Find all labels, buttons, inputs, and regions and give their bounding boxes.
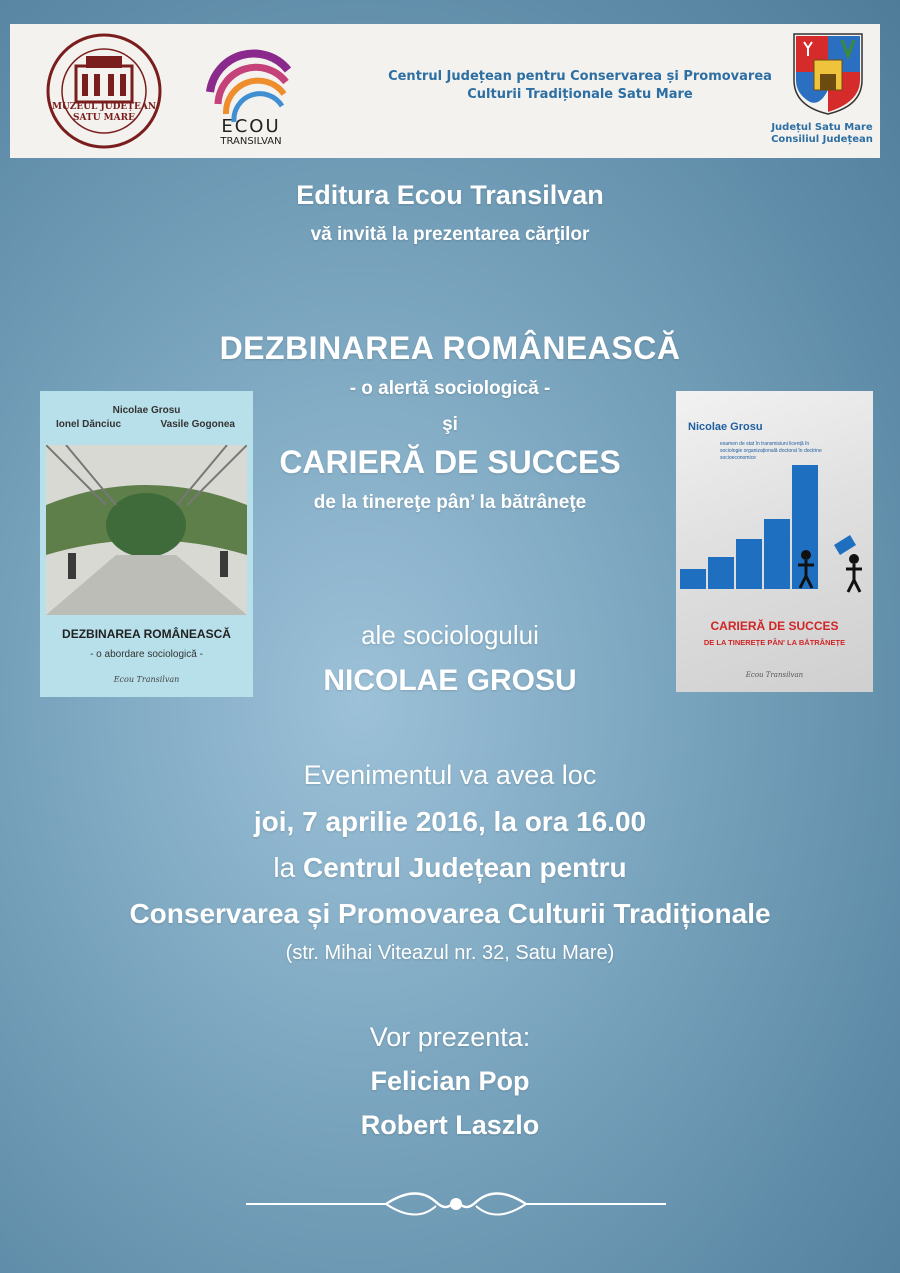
presenter-2: Robert Laszlo bbox=[360, 1110, 540, 1140]
cover1-publisher: Ecou Transilvan bbox=[113, 675, 180, 684]
sociologist-label: ale sociologului bbox=[361, 620, 539, 650]
cover2-title: CARIERĂ DE SUCCES bbox=[710, 619, 839, 633]
museum-logo-line2: SATU MARE bbox=[73, 113, 135, 123]
cover2-staircase-illustration bbox=[676, 461, 873, 611]
event-date: joi, 7 aprilie 2016, la ora 16.00 bbox=[253, 806, 647, 837]
institution-title-line1: Centrul Județean pentru Conservarea și Promovarea bbox=[388, 69, 772, 84]
header-banner bbox=[10, 24, 880, 158]
museum-logo bbox=[30, 32, 178, 150]
conjunction-text: şi bbox=[442, 414, 458, 435]
cover1-photo bbox=[46, 445, 247, 615]
author-name: NICOLAE GROSU bbox=[323, 664, 577, 697]
book1-title: DEZBINAREA ROMÂNEASCĂ bbox=[219, 330, 681, 366]
county-line2: Consiliul Județean bbox=[771, 134, 873, 145]
county-label bbox=[762, 122, 882, 146]
event-address: (str. Mihai Viteazul nr. 32, Satu Mare) bbox=[285, 942, 615, 964]
cover2-publisher: Ecou Transilvan bbox=[745, 671, 804, 679]
presenter-1: Felician Pop bbox=[370, 1066, 530, 1096]
event-place-prefix: la bbox=[273, 852, 303, 883]
book-cover-cariera bbox=[676, 391, 873, 692]
book2-title: CARIERĂ DE SUCCES bbox=[279, 444, 621, 480]
ecou-word: ECOU bbox=[221, 116, 281, 137]
presenters-label: Vor prezenta: bbox=[369, 1022, 531, 1052]
cover1-subtitle: - o abordare sociologică - bbox=[90, 649, 203, 660]
ecou-wordmark bbox=[206, 118, 296, 147]
invitation-text: vă invită la prezentarea cărţilor bbox=[310, 224, 590, 245]
cover1-title: DEZBINAREA ROMÂNEASCĂ bbox=[62, 627, 231, 641]
event-place-bold: Centrul Județean pentru bbox=[302, 852, 627, 883]
cover1-authors bbox=[40, 405, 253, 430]
cover2-subtitle: DE LA TINEREȚE PÂN' LA BĂTRÂNEȚE bbox=[703, 638, 846, 647]
publisher-heading: Editura Ecou Transilvan bbox=[296, 180, 604, 210]
county-line1: Județul Satu Mare bbox=[771, 122, 873, 133]
event-intro: Evenimentul va avea loc bbox=[303, 760, 597, 790]
county-crest-icon bbox=[790, 30, 866, 116]
cover2-description: examen de stat în transmisiuni licență în sociologie organizațională doctorat în doctrine socioeconomice bbox=[720, 441, 822, 461]
institution-title bbox=[350, 68, 810, 104]
decorative-flourish-icon bbox=[246, 1184, 666, 1224]
event-place-line1 bbox=[0, 852, 900, 884]
cover1-author2: Ionel Dănciuc bbox=[56, 419, 122, 430]
museum-logo-line1: MUZEUL JUDEȚEAN bbox=[51, 102, 157, 112]
book1-subtitle: - o alertă sociologică - bbox=[349, 378, 551, 399]
book2-subtitle: de la tinereţe pân’ la bătrâneţe bbox=[313, 492, 587, 513]
event-place-line2: Conservarea și Promovarea Culturii Tradiționale bbox=[129, 898, 771, 929]
transilvan-word: TRANSILVAN bbox=[220, 136, 282, 147]
cover1-author1: Nicolae Grosu bbox=[112, 405, 181, 416]
institution-title-line2: Culturii Tradiționale Satu Mare bbox=[467, 87, 693, 102]
book-cover-dezbinarea bbox=[40, 391, 253, 697]
cover2-author: Nicolae Grosu bbox=[688, 421, 763, 433]
cover1-author3: Vasile Gogonea bbox=[160, 419, 235, 430]
